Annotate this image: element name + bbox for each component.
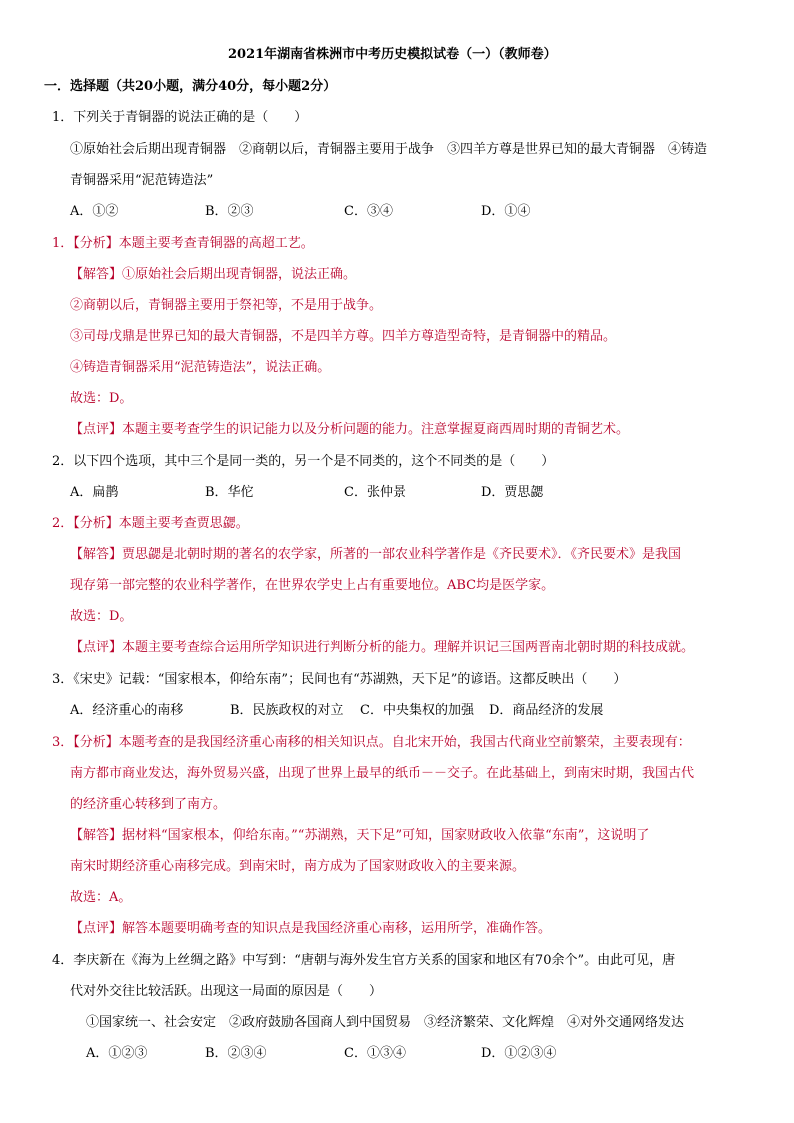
q3-analysis-line2: 南方都市商业发达，海外贸易兴盛，出现了世界上最早的纸币－－交子。在此基础上，到南宋时期，我国古代 xyxy=(70,766,695,781)
q4-stem-line2: 代对外交往比较活跃。出现这一局面的原因是（ ） xyxy=(70,984,383,999)
q2-option-b: B．华佗 xyxy=(205,485,254,500)
q1-option-d: D．①④ xyxy=(481,204,531,219)
q3-option-a: A．经济重心的南移 xyxy=(70,703,184,718)
page-title: 2021年湖南省株洲市中考历史模拟试卷（一）（教师卷） xyxy=(228,47,557,62)
q4-option-a: A．①②③ xyxy=(86,1046,148,1061)
q3-answer-line2: 南宋时期经济重心南移完成。到南宋时，南方成为了国家财政收入的主要来源。 xyxy=(70,859,526,874)
q1-stem: 1．下列关于青铜器的说法正确的是（ ） xyxy=(52,110,308,125)
q1-statements-line2: 青铜器采用“泥范铸造法” xyxy=(70,173,214,188)
q2-option-c: C．张仲景 xyxy=(344,485,406,500)
q4-option-c: C．①③④ xyxy=(344,1046,406,1061)
q4-option-d: D．①②③④ xyxy=(481,1046,557,1061)
q3-stem: 3．《宋史》记载：“国家根本，仰给东南”；民间也有“苏湖熟，天下足”的谚语。这都反映出（ ） xyxy=(52,672,627,687)
q2-choice: 故选：D。 xyxy=(70,609,133,624)
q2-stem: 2．以下四个选项，其中三个是同一类的，另一个是不同类的，这个不同类的是（ ） xyxy=(52,454,555,469)
q3-answer-line1: 【解答】据材料“国家根本，仰给东南。”“苏湖熟，天下足”可知，国家财政收入依靠“东南”，这说明了 xyxy=(70,828,650,843)
q3-option-b: B．民族政权的对立 xyxy=(230,703,344,718)
q3-analysis-line3: 的经济重心转移到了南方。 xyxy=(70,797,227,812)
q3-analysis-line1: 3．【分析】本题考查的是我国经济重心南移的相关知识点。自北宋开始，我国古代商业空前繁荣，主要表现有： xyxy=(52,735,691,750)
q3-comment: 【点评】解答本题要明确考查的知识点是我国经济重心南移，运用所学，准确作答。 xyxy=(70,921,552,936)
q2-option-a: A．扁鹊 xyxy=(70,485,119,500)
q1-analysis: 1．【分析】本题主要考查青铜器的高超工艺。 xyxy=(52,236,314,251)
q1-answer-line4: ④铸造青铜器采用“泥范铸造法”，说法正确。 xyxy=(70,360,331,375)
section-heading: 一．选择题（共20小题，满分40分，每小题2分） xyxy=(44,79,337,94)
q2-analysis: 2．【分析】本题主要考查贾思勰。 xyxy=(52,516,249,531)
q2-comment: 【点评】本题主要考查综合运用所学知识进行判断分析的能力。理解并识记三国两晋南北朝时期的科技成就。 xyxy=(70,640,695,655)
q3-option-c: C．中央集权的加强 xyxy=(360,703,474,718)
q4-statements: ①国家统一、社会安定 ②政府鼓励各国商人到中国贸易 ③经济繁荣、文化辉煌 ④对外交通网络发达 xyxy=(86,1015,685,1030)
q3-choice: 故选：A。 xyxy=(70,890,132,905)
q4-option-b: B．②③④ xyxy=(205,1046,267,1061)
q2-answer-line2: 现存第一部完整的农业科学著作，在世界农学史上占有重要地位。ABC均是医学家。 xyxy=(70,578,555,593)
q1-comment: 【点评】本题主要考查学生的识记能力以及分析问题的能力。注意掌握夏商西周时期的青铜艺术。 xyxy=(70,422,630,437)
q1-choice: 故选：D。 xyxy=(70,391,133,406)
q1-statements-line1: ①原始社会后期出现青铜器 ②商朝以后，青铜器主要用于战争 ③四羊方尊是世界已知的最大青铜器 ④铸造 xyxy=(70,142,708,157)
q1-option-a: A．①② xyxy=(70,204,119,219)
q1-option-b: B．②③ xyxy=(205,204,254,219)
q2-answer-line1: 【解答】贾思勰是北朝时期的著名的农学家，所著的一部农业科学著作是《齐民要术》．《齐民要术》是我国 xyxy=(70,547,682,562)
q1-answer-line2: ②商朝以后，青铜器主要用于祭祀等，不是用于战争。 xyxy=(70,298,383,313)
q3-option-d: D．商品经济的发展 xyxy=(489,703,604,718)
q1-answer-line1: 【解答】①原始社会后期出现青铜器，说法正确。 xyxy=(70,267,357,282)
q1-option-c: C．③④ xyxy=(344,204,393,219)
q4-stem-line1: 4．李庆新在《海为上丝绸之路》中写到：“唐朝与海外发生官方关系的国家和地区有70余个”。由此可见，唐 xyxy=(52,953,676,968)
q1-answer-line3: ③司母戊鼎是世界已知的最大青铜器，不是四羊方尊。四羊方尊造型奇特，是青铜器中的精品。 xyxy=(70,329,617,344)
q2-option-d: D．贾思勰 xyxy=(481,485,544,500)
